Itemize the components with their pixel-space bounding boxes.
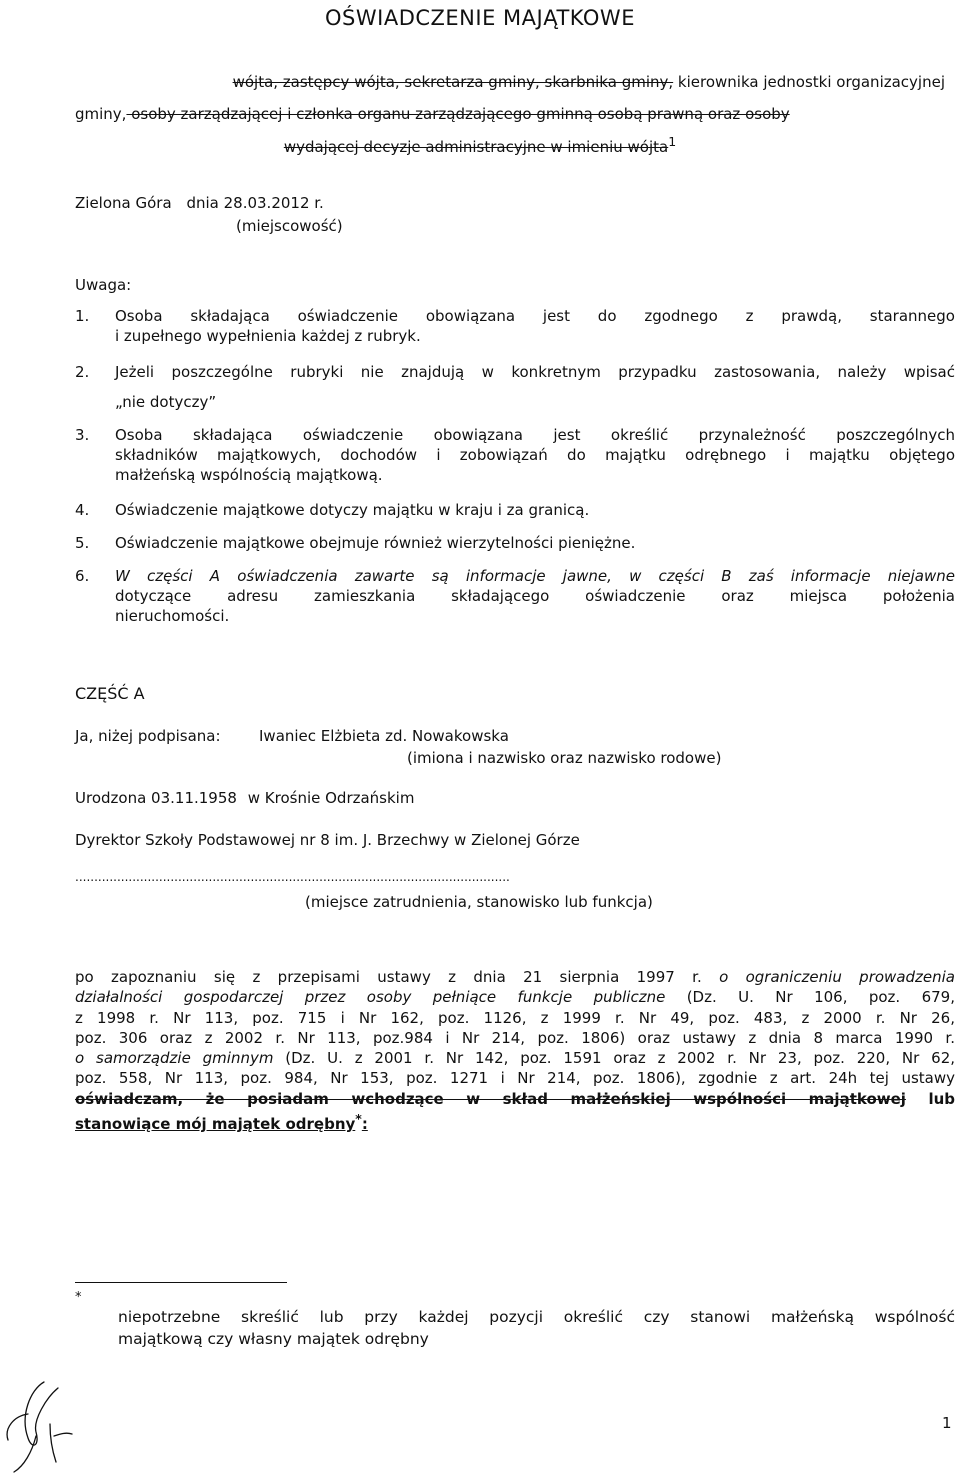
place-date: 28.03.2012 r.: [223, 194, 324, 212]
header-footnote-mark: 1: [668, 134, 677, 149]
footnote-mark: *: [75, 1290, 82, 1305]
header-line-2: [75, 104, 945, 124]
statute-act-title: o ograniczeniu prowadzenia: [719, 968, 956, 986]
note-line: składników majątkowych, dochodów i zobowiązań do majątku odrębnego i majątku objętego: [115, 446, 955, 464]
statute-line: [75, 1048, 955, 1068]
born-in: w: [247, 789, 260, 807]
statute-footnote-mark: *: [355, 1111, 362, 1127]
born-date: 03.11.1958: [151, 789, 237, 807]
note-line: „nie dotyczy”: [115, 393, 217, 411]
note-number: 1.: [75, 307, 90, 325]
statute-line: [75, 987, 955, 1007]
note-number: 2.: [75, 363, 90, 381]
note-item: [75, 362, 955, 412]
note-line: dotyczące adresu zamieszkania składającego oświadczenie oraz miejsca położenia: [115, 587, 955, 605]
statute-line: [75, 967, 955, 987]
note-line: Osoba składająca oświadczenie obowiązana jest do zgodnego z prawdą, starannego: [115, 307, 955, 325]
statute-act-title: działalności gospodarczej przez osoby pełniące funkcje publiczne: [75, 988, 666, 1007]
note-item: [75, 500, 955, 520]
name-caption: (imiona i nazwisko oraz nazwisko rodowe): [407, 749, 722, 767]
statute-text: (Dz. U. z 2001 r. Nr 142, poz. 1591 oraz z 2002 r. Nr 23, poz. 220, Nr 62,: [273, 1049, 956, 1068]
place-date-line: [75, 193, 324, 213]
note-item: [75, 306, 955, 346]
place-city: Zielona Góra: [75, 194, 172, 212]
note-line: małżeńską wspólnością majątkową.: [115, 466, 383, 484]
signature-image: [0, 1376, 80, 1476]
statute-underlined: stanowiące mój majątek odrębny: [75, 1115, 356, 1134]
employment-text: Dyrektor Szkoły Podstawowej nr 8 im. J. Brzechwy w Zielonej Górze: [75, 831, 580, 849]
date-prefix: dnia: [186, 194, 219, 212]
note-line: Jeżeli poszczególne rubryki nie znajdują w konkretnym przypadku zastosowania, należy wpisać: [115, 363, 955, 381]
note-line: Oświadczenie majątkowe obejmuje również wierzytelności pieniężne.: [115, 534, 636, 552]
statute-line: [75, 1089, 955, 1109]
signed-label: Ja, niżej podpisana:: [75, 727, 221, 745]
header-plain-1: kierownika jednostki organizacyjnej: [673, 73, 945, 91]
note-line: W części A oświadczenia zawarte są informacje jawne, w części B zaś informacje niejawne: [115, 567, 955, 585]
statute-text: (Dz. U. Nr 106, poz. 679,: [665, 988, 955, 1007]
note-number: 4.: [75, 501, 90, 519]
statute-or: lub: [905, 1089, 955, 1108]
statute-line: z 1998 r. Nr 113, poz. 715 i Nr 162, poz. 1126, z 1999 r. Nr 49, poz. 483, z 2000 r. Nr 26,: [75, 1008, 955, 1027]
header-line-1: [75, 72, 945, 92]
statute-line: poz. 306 oraz z 2002 r. Nr 113, poz.984 i Nr 214, poz. 1806) oraz ustawy z dnia 8 marca 1990 r.: [75, 1028, 955, 1047]
header-struck-2: osoby zarządzającej i członka organu zarządzającego gminną osobą prawną oraz osoby: [126, 105, 790, 123]
page-number: 1: [942, 1414, 952, 1432]
note-item: [75, 425, 955, 485]
notes-heading: Uwaga:: [75, 276, 132, 294]
statute-struck: oświadczam, że posiadam wchodzące w skład małżeńskiej wspólności majątkowej: [75, 1089, 906, 1108]
statute-line: poz. 558, Nr 113, poz. 984, Nr 153, poz. 1271 i Nr 214, poz. 1806), zgodnie z art. 24h tej ustawy: [75, 1069, 955, 1088]
note-line: Osoba składająca oświadczenie obowiązana jest określić przynależność poszczególnych: [115, 426, 955, 444]
note-item: [75, 566, 955, 626]
note-line: nieruchomości.: [115, 607, 230, 625]
note-line: Oświadczenie majątkowe dotyczy majątku w kraju i za granicą.: [115, 501, 590, 519]
footnote-text: [118, 1306, 955, 1350]
signed-name: Iwaniec Elżbieta zd. Nowakowska: [259, 727, 509, 745]
statute-line: [75, 1109, 955, 1134]
statute-colon: :: [361, 1115, 368, 1134]
note-number: 3.: [75, 426, 90, 444]
birth-line: [75, 788, 414, 808]
footnote-line: niepotrzebne skreślić lub przy każdej pozycji określić czy stanowi małżeńską wspólność: [118, 1308, 955, 1326]
employment-caption: (miejsce zatrudnienia, stanowisko lub funkcja): [305, 893, 653, 911]
header-struck-1: wójta, zastępcy wójta, sekretarza gminy, skarbnika gminy,: [232, 73, 674, 91]
note-number: 5.: [75, 534, 90, 552]
note-item: [75, 533, 955, 553]
dotted-line: ..................................................................................................................: [75, 870, 510, 884]
header-struck-3: wydającej decyzje administracyjne w imieniu wójta: [283, 138, 669, 156]
note-number: 6.: [75, 567, 90, 585]
header-plain-2: gminy,: [75, 105, 127, 123]
header-line-3: [0, 132, 960, 157]
statute-act-title: o samorządzie gminnym: [75, 1049, 274, 1068]
footnote-line: majątkową czy własny majątek odrębny: [118, 1330, 429, 1348]
part-a-heading: CZĘŚĆ A: [75, 684, 145, 703]
born-place: Krośnie Odrzańskim: [264, 789, 415, 807]
statute-paragraph: [75, 967, 955, 1134]
place-caption: (miejscowość): [236, 217, 343, 235]
note-line: i zupełnego wypełnienia każdej z rubryk.: [115, 327, 421, 345]
statute-text: po zapoznaniu się z przepisami ustawy z dnia 21 sierpnia 1997 r.: [75, 968, 720, 986]
footnote-rule: [75, 1282, 287, 1283]
document-title: OŚWIADCZENIE MAJĄTKOWE: [325, 6, 635, 30]
born-label: Urodzona: [75, 789, 147, 807]
